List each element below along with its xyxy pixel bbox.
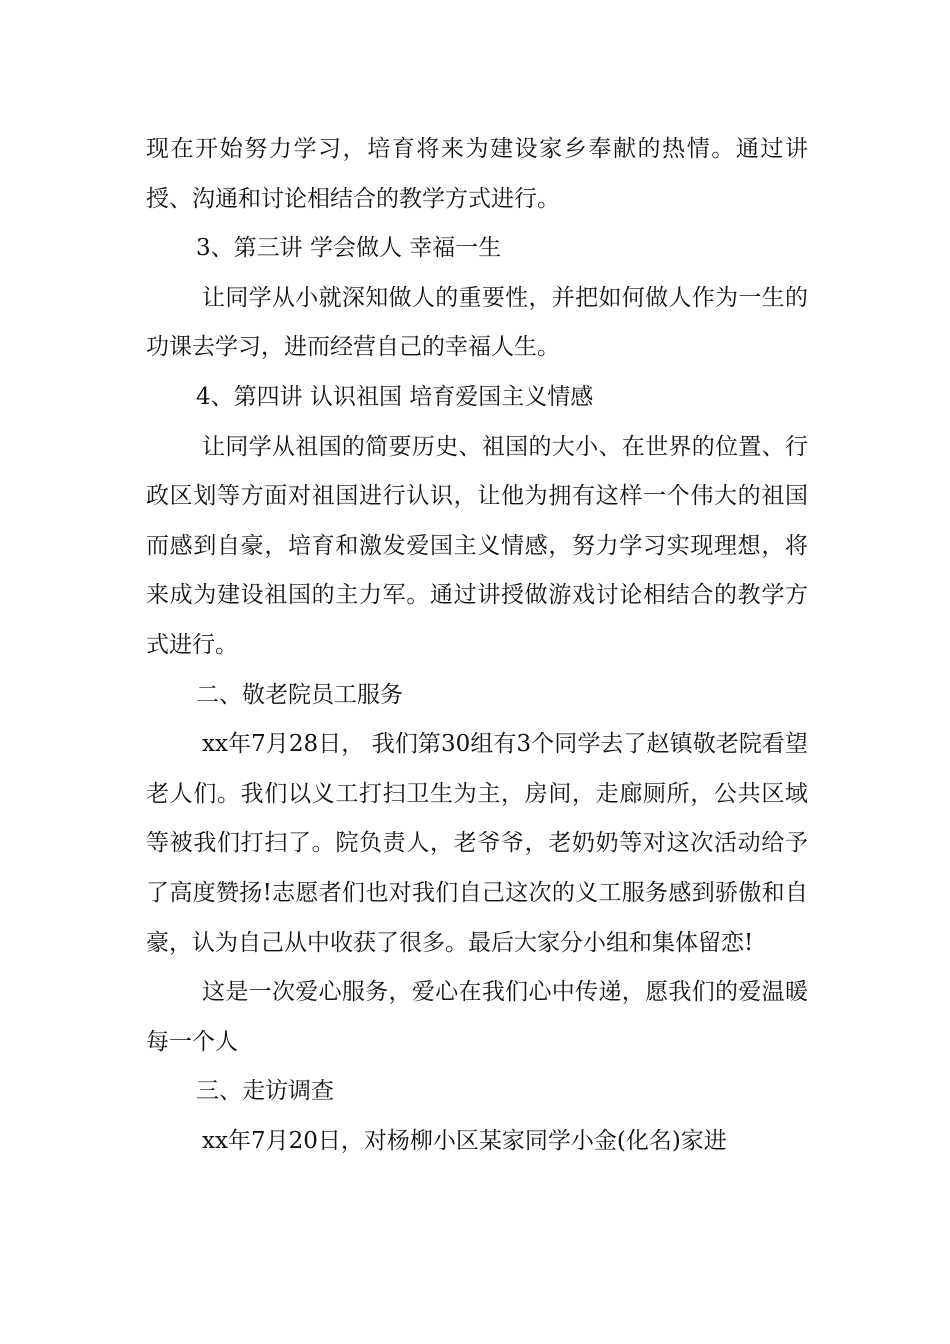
paragraph-love-service: 这是一次爱心服务，爱心在我们心中传递，愿我们的爱温暖每一个人 <box>146 979 808 1055</box>
heading-section-2: 二、敬老院员工服务 <box>196 681 403 708</box>
paragraph-nursing-home: xx年7月28日， 我们第30组有3个同学去了赵镇敬老院看望老人们。我们以义工打扫卫生为主，房间，走廊厕所，公共区域等被我们打扫了。院负责人，老爷爷，老奶奶等对这次活动给予了高度赞扬!志愿者们也对我们自己这次的义工服务感到骄傲和自豪，认为自己从中收获了很多。最后大家分小组和集体留恋! <box>146 731 808 956</box>
paragraph-continuation: 现在开始努力学习，培育将来为建设家乡奉献的热情。通过讲授、沟通和讨论相结合的教学方式进行。 <box>146 136 808 212</box>
document-body <box>146 125 808 1166</box>
heading-section-3: 三、走访调查 <box>196 1078 334 1105</box>
heading-lecture-4: 4、第四讲 认识祖国 培育爱国主义情感 <box>196 383 594 410</box>
paragraph-lecture-4: 让同学从祖国的简要历史、祖国的大小、在世界的位置、行政区划等方面对祖国进行认识，让他为拥有这样一个伟大的祖国而感到自豪，培育和激发爱国主义情感，努力学习实现理想，将来成为建设祖国的主力军。通过讲授做游戏讨论相结合的教学方式进行。 <box>146 433 808 658</box>
paragraph-visit: xx年7月20日，对杨柳小区某家同学小金(化名)家进 <box>202 1127 727 1154</box>
paragraph-lecture-3: 让同学从小就深知做人的重要性，并把如何做人作为一生的功课去学习，进而经营自己的幸福人生。 <box>146 284 808 361</box>
heading-lecture-3: 3、第三讲 学会做人 幸福一生 <box>196 235 502 262</box>
